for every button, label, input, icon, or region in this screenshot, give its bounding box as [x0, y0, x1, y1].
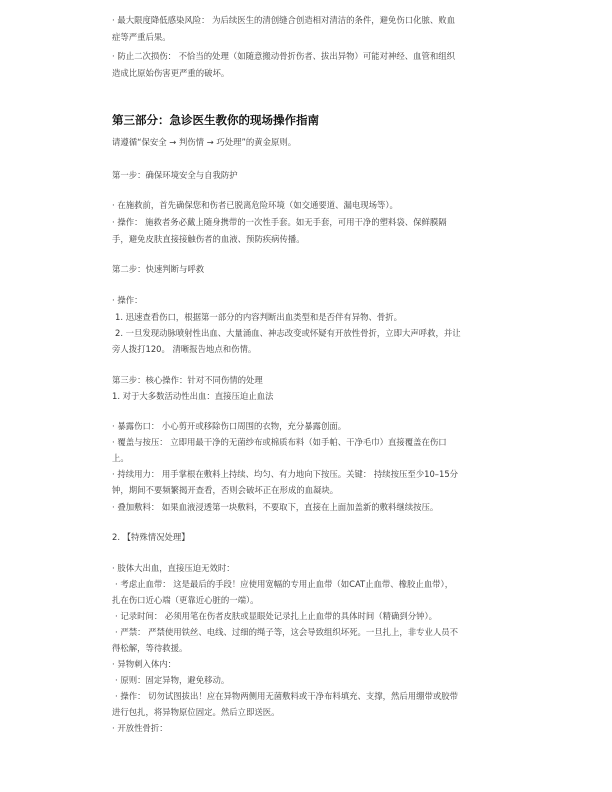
text-line: · 记录时间： 必须用笔在伤者皮肤或显眼处记录扎上止血带的具体时间（精确到分钟）。	[115, 611, 438, 621]
list-item: 1. 迅速查看伤口，根据第一部分的内容判断出血类型和是否伴有异物、骨折。	[115, 312, 403, 322]
text-line: 造成比原始伤害更严重的破坏。	[112, 68, 230, 78]
text-line: 扎在伤口近心端（更靠近心脏的一端）。	[112, 595, 259, 605]
text-line: 请遵循“保安全 → 判伤情 → 巧处理”的黄金原则。	[112, 137, 297, 147]
subsection-heading: 2. 【特殊情况处理】	[112, 532, 190, 542]
text-line: · 操作： 施救者务必戴上随身携带的一次性手套。如无手套，可用干净的塑料袋、保鲜膜隔	[112, 217, 447, 227]
text-line: 手，避免皮肤直接接触伤者的血液、预防疾病传播。	[112, 234, 305, 244]
text-line: · 考虑止血带： 这是最后的手段！应使用宽幅的专用止血带（如CAT止血带、橡胶止血带），	[115, 579, 454, 589]
text-line: · 叠加敷料： 如果血液浸透第一块敷料，不要取下，直接在上面加盖新的敷料继续按压。	[112, 502, 439, 512]
text-line: · 肢体大出血，直接压迫无效时：	[112, 563, 235, 573]
text-line: · 严禁： 严禁使用铁丝、电线、过细的绳子等，这会导致组织坏死。一旦扎上，非专业人员不	[115, 627, 458, 637]
text-line: 得松解，等待救援。	[112, 643, 188, 653]
step-heading: 第三步：核心操作：针对不同伤情的处理	[112, 375, 263, 385]
text-line: · 原则：固定异物，避免移动。	[115, 675, 230, 685]
text-line: · 持续用力： 用手掌根在敷料上持续、均匀、有力地向下按压。关键： 持续按压至少10–15分	[112, 469, 459, 479]
text-line: · 在施救前，首先确保您和伤者已脱离危险环境（如交通要道、漏电现场等）。	[112, 200, 398, 210]
text-line: · 开放性骨折：	[112, 723, 168, 733]
text-line: 上。	[112, 453, 129, 463]
text-line: 旁人拨打120。 清晰报告地点和伤情。	[112, 344, 257, 354]
text-line: · 防止二次损伤： 不恰当的处理（如随意搬动骨折伤者、拔出异物）可能对神经、血管和组织	[112, 51, 455, 61]
text-line: · 异物刺入体内：	[112, 659, 176, 669]
step-heading: 第一步：确保环境安全与自我防护	[112, 170, 238, 180]
list-item: 2. 一旦发现动脉喷射性出血、大量涌血、神志改变或怀疑有开放性骨折，立即大声呼救，并让	[115, 328, 461, 338]
text-line: · 最大限度降低感染风险： 为后续医生的清创缝合创造相对清洁的条件，避免伤口化脓、败血	[112, 15, 455, 25]
step-heading: 第二步：快速判断与呼救	[112, 264, 205, 274]
text-line: 进行包扎，将异物原位固定。然后立即送医。	[112, 707, 280, 717]
section-heading: 第三部分：急诊医生教你的现场操作指南	[112, 113, 319, 127]
text-line: · 操作： 切勿试图拔出！应在异物两侧用无菌敷料或干净布料填充、支撑，然后用绷带或胶带	[115, 691, 458, 701]
text-line: · 覆盖与按压： 立即用最干净的无菌纱布或棉质布料（如手帕、干净毛巾）直接覆盖在伤口	[112, 437, 447, 447]
text-line: 1. 对于大多数活动性出血：直接压迫止血法	[112, 391, 274, 401]
text-line: 症等严重后果。	[112, 32, 171, 42]
text-line: · 暴露伤口： 小心剪开或移除伤口周围的衣物，充分暴露创面。	[112, 421, 347, 431]
text-line: 钟，期间不要频繁揭开查看，否则会破坏正在形成的血凝块。	[112, 485, 339, 495]
text-line: · 操作：	[112, 295, 143, 305]
